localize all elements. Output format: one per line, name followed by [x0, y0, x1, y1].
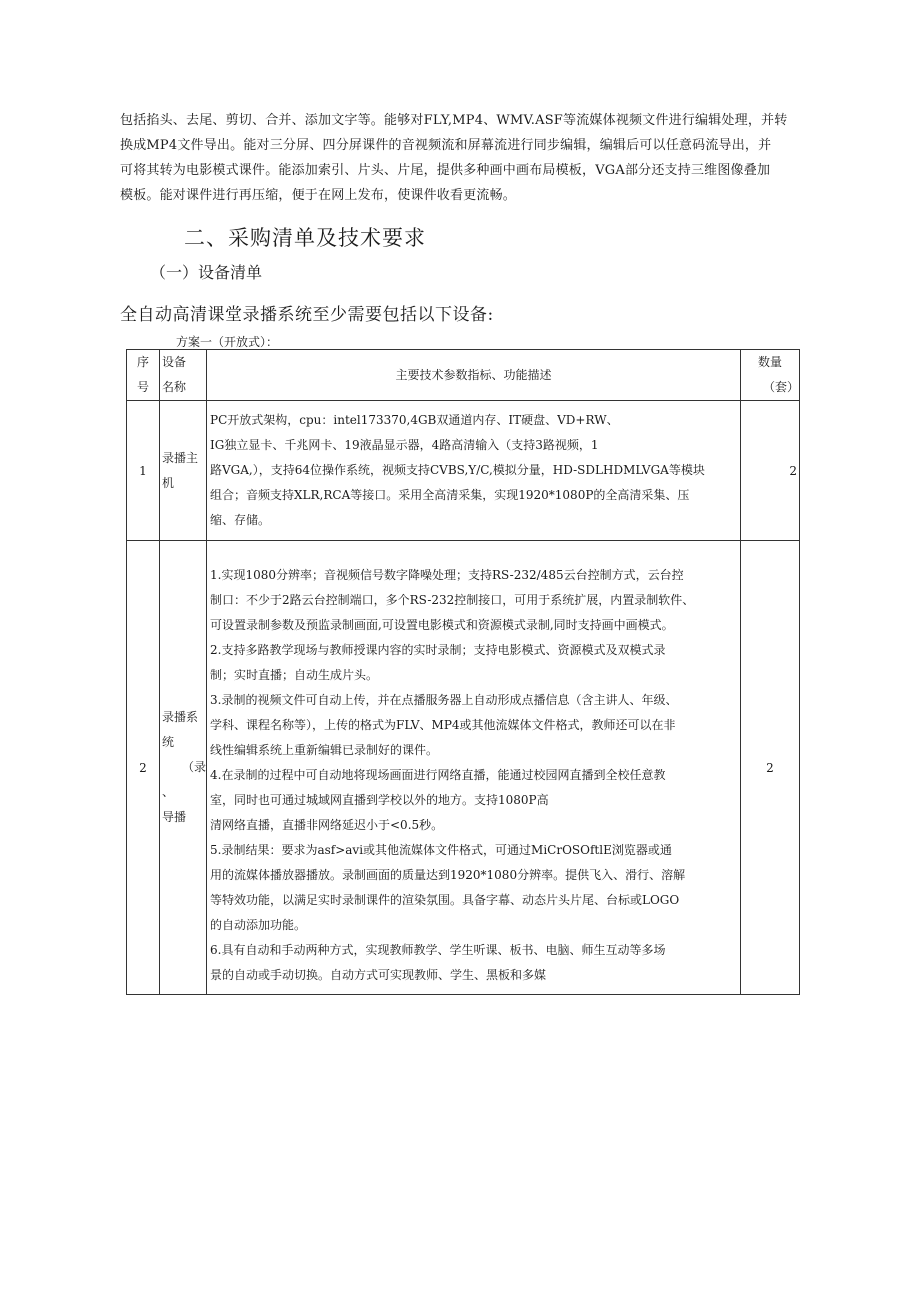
row-desc-line: 用的流媒体播放器播放。录制画面的质量达到1920*1080分辨率。提供飞入、滑行、溶解: [210, 868, 686, 882]
row-desc-line: 4.在录制的过程中可自动地将现场画面进行网络直播，能通过校园网直播到全校任意教: [210, 768, 666, 782]
table-header-row: [127, 350, 800, 401]
row-desc: [207, 401, 741, 541]
row-name-line: 录播主: [162, 450, 199, 465]
row-desc-line: 等特效功能，以满足实时录制课件的渲染氛围。具备字幕、动态片头片尾、台标或LOGO: [210, 893, 680, 907]
row-desc-line: 室，同时也可通过城域网直播到学校以外的地方。支持1080P高: [210, 793, 549, 807]
row-desc-line: 的自动添加功能。: [210, 918, 307, 932]
plan-caption: 方案一（开放式）：: [176, 335, 279, 349]
header-qty-line2: （套）: [762, 380, 799, 394]
row-desc-line: 线性编辑系统上重新编辑已录制好的课件。: [210, 743, 439, 757]
row-desc-line: 制口：不少于2路云台控制端口，多个RS-232控制接口，可用于系统扩展，内置录制软件、: [210, 593, 695, 607]
header-name: [160, 350, 207, 401]
row-desc-line: 6.具有自动和手动两种方式，实现教师教学、学生听课、板书、电脑、师生互动等多场: [210, 943, 666, 957]
intro-line: 换成MP4文件导出。能对三分屏、四分屏课件的音视频流和屏幕流进行同步编辑，编辑后可以任意码流导出，并: [120, 138, 772, 153]
row-desc-line: 路VGA,），支持64位操作系统，视频支持CVBS,Y/C,模拟分量，HD-SDLHDMLVGA等模块: [210, 463, 705, 477]
row-name-line: 统: [162, 735, 175, 749]
row-no: 1: [127, 401, 160, 541]
table-row: [127, 541, 800, 995]
row-desc-line: 组合；音频支持XLR,RCA等接口。采用全高清采集，实现1920*1080P的全高清采集、压: [210, 488, 690, 502]
intro-line: 包括掐头、去尾、剪切、合并、添加文字等。能够对FLY,MP4、WMV.ASF等流媒体视频文件进行编辑处理，并转: [120, 113, 788, 128]
row-desc-line: IG独立显卡、千兆网卡、19液晶显示器，4路高清输入（支持3路视频，1: [210, 438, 599, 452]
row-name: [160, 401, 207, 541]
header-name-line1: 设备: [162, 355, 187, 369]
row-desc-line: 可设置录制参数及预监录制画面,可设置电影模式和资源模式录制,同时支持画中画模式。: [210, 618, 674, 632]
row-desc-line: 2.支持多路教学现场与教师授课内容的实时录制；支持电影模式、资源模式及双模式录: [210, 643, 666, 657]
intro-paragraph: [120, 108, 802, 208]
row-name-line: （录: [181, 760, 206, 774]
row-desc-line: 3.录制的视频文件可自动上传，并在点播服务器上自动形成点播信息（含主讲人、年级、: [210, 693, 678, 707]
lead-text: 全自动高清课堂录播系统至少需要包括以下设备:: [120, 305, 494, 325]
header-no: [127, 350, 160, 401]
header-desc: 主要技术参数指标、功能描述: [207, 350, 741, 401]
header-qty-line1: 数量: [757, 355, 782, 369]
row-desc: [207, 541, 741, 995]
row-name-line: 机: [162, 475, 175, 490]
row-desc-line: 景的自动或手动切换。自动方式可实现教师、学生、黑板和多媒: [210, 968, 547, 982]
row-name: [160, 541, 207, 995]
row-desc-line: PC开放式架构，cpu：intel173370,4GB双通道内存、IT硬盘、VD+RW、: [210, 413, 619, 427]
row-name-line: 录播系: [162, 710, 199, 724]
intro-line: 可将其转为电影模式课件。能添加索引、片头、片尾，提供多种画中画布局模板，VGA部分还支持三维图像叠加: [120, 163, 771, 178]
section-title: 二、采购清单及技术要求: [184, 226, 426, 250]
subsection-title: （一）设备清单: [150, 263, 263, 282]
row-name-line: 、: [162, 785, 175, 799]
row-desc-line: 1.实现1080分辨率；音视频信号数字降噪处理；支持RS-232/485云台控制方式，云台控: [210, 568, 684, 582]
header-no-line1: 序: [136, 355, 149, 369]
row-no: 2: [127, 541, 160, 995]
row-desc-line: 5.录制结果：要求为asf>avi或其他流媒体文件格式，可通过MiCrOSOftlE浏览器或通: [210, 843, 672, 857]
header-no-line2: 号: [136, 380, 149, 394]
table-row: [127, 401, 800, 541]
equipment-table: [126, 349, 800, 995]
row-qty: 2: [741, 401, 800, 541]
header-name-line2: 名称: [162, 380, 187, 394]
row-name-line: 导播: [162, 810, 187, 824]
row-qty: 2: [741, 541, 800, 995]
row-desc-line: 制；实时直播；自动生成片头。: [210, 668, 379, 682]
row-desc-line: 学科、课程名称等），上传的格式为FLV、MP4或其他流媒体文件格式，教师还可以在非: [210, 718, 676, 732]
row-desc-line: 清网络直播，直播非网络延迟小于<0.5秒。: [210, 818, 444, 832]
intro-line: 模板。能对课件进行再压缩，便于在网上发布，使课件收看更流畅。: [120, 188, 517, 203]
row-desc-line: 缩、存储。: [210, 513, 271, 527]
header-qty: [741, 350, 800, 401]
